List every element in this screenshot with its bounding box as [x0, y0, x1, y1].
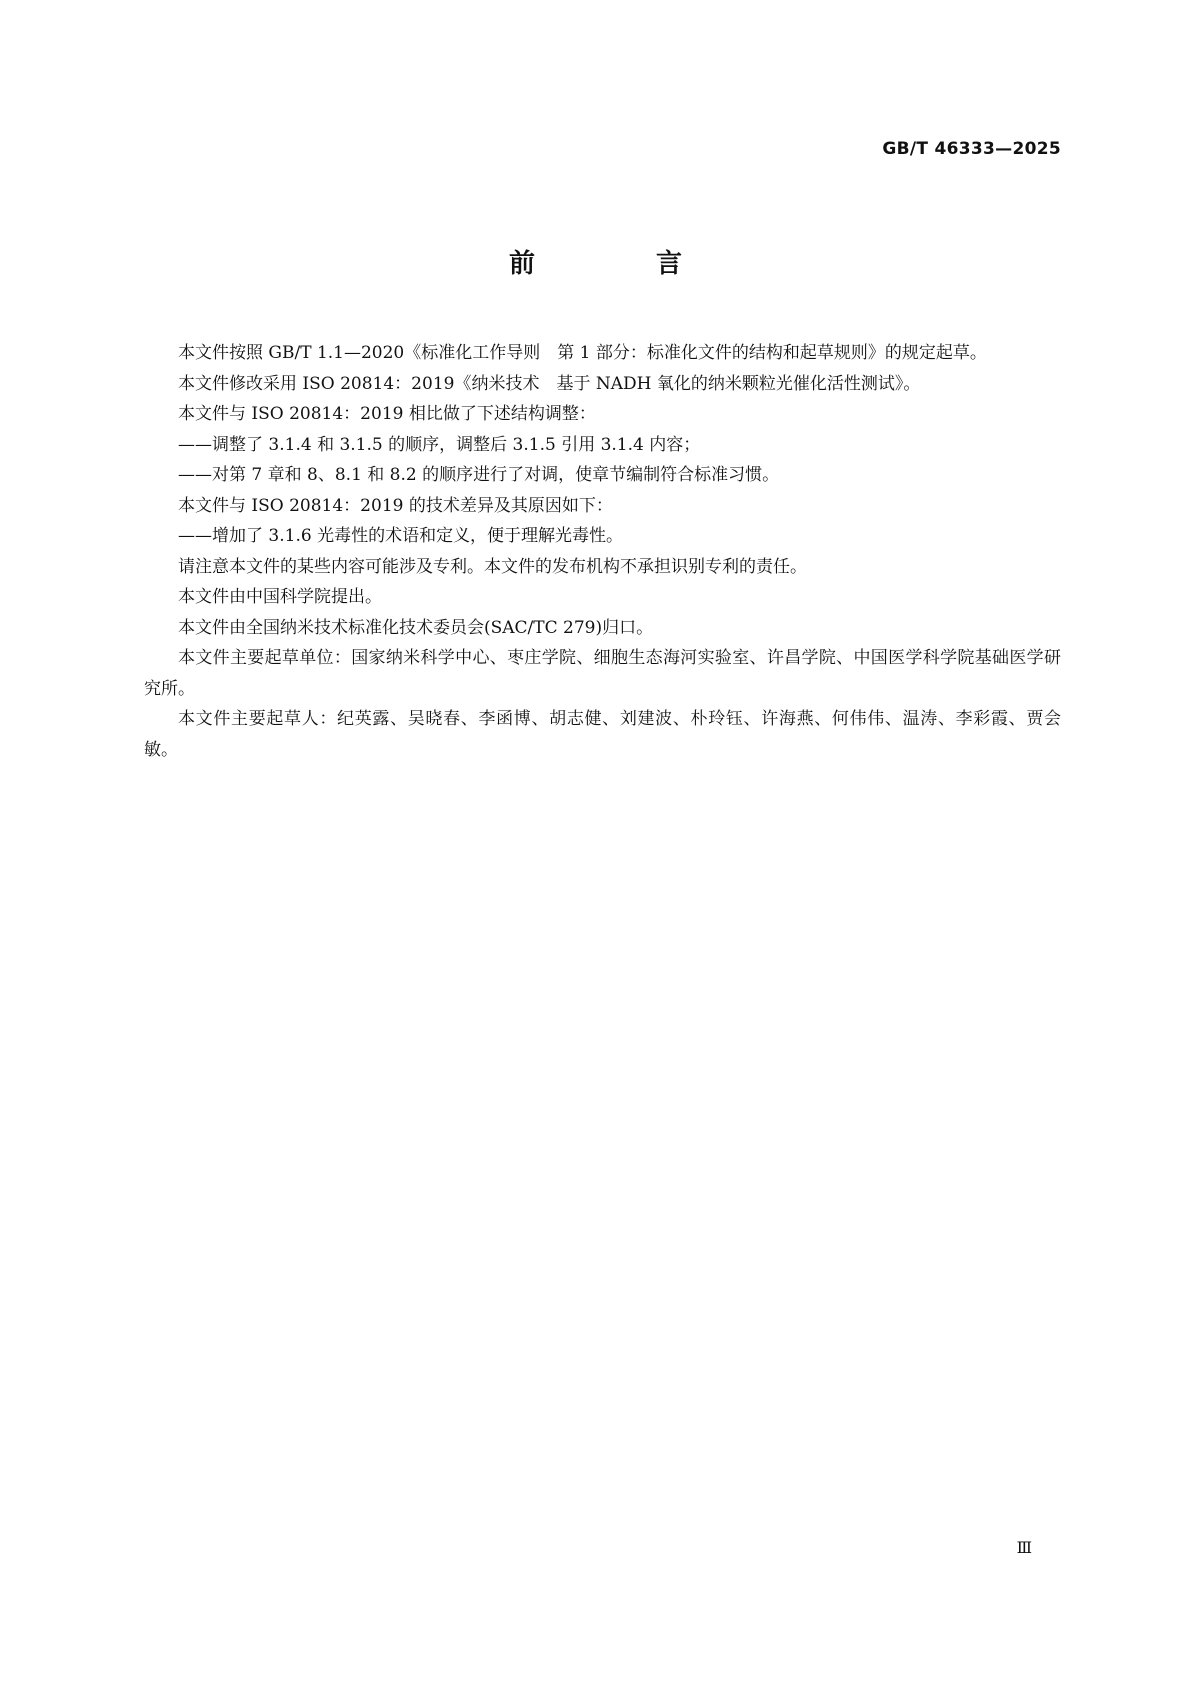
paragraph-proposer: 本文件由中国科学院提出。: [178, 587, 382, 607]
page-title: 前 言: [508, 249, 739, 279]
paragraph-drafting-rules: 本文件按照 GB/T 1.1—2020《标准化工作导则 第 1 部分：标准化文件的结构和起草规则》的规定起草。: [178, 343, 987, 363]
paragraph-patent-notice: 请注意本文件的某些内容可能涉及专利。本文件的发布机构不承担识别专利的责任。: [178, 556, 807, 577]
paragraph-committee: 本文件由全国纳米技术标准化技术委员会(SAC/TC 279)归口。: [178, 617, 654, 638]
paragraph-technical-differences: 本文件与 ISO 20814：2019 的技术差异及其原因如下：: [178, 495, 613, 516]
list-item: ——增加了 3.1.6 光毒性的术语和定义，便于理解光毒性。: [178, 526, 624, 546]
list-item: ——对第 7 章和 8、8.1 和 8.2 的顺序进行了对调，使章节编制符合标准习惯。: [178, 465, 780, 485]
paragraph-structural-changes: 本文件与 ISO 20814：2019 相比做了下述结构调整：: [178, 404, 596, 424]
standard-code: GB/T 46333—2025: [882, 139, 1061, 159]
paragraph-drafting-units: 本文件主要起草单位：国家纳米科学中心、枣庄学院、细胞生态海河实验室、许昌学院、中国医学科学院基础医学研究所。: [144, 648, 1061, 699]
foreword-body: [144, 338, 1061, 765]
paragraph-drafters: 本文件主要起草人：纪英露、吴晓春、李函博、胡志健、刘建波、朴玲钰、许海燕、何伟伟、温涛、李彩霞、贾会敏。: [144, 709, 1061, 760]
page-number: Ⅲ: [1016, 1538, 1032, 1557]
list-item: ——调整了 3.1.4 和 3.1.5 的顺序，调整后 3.1.5 引用 3.1.4 内容；: [178, 434, 701, 455]
paragraph-adoption: 本文件修改采用 ISO 20814：2019《纳米技术 基于 NADH 氧化的纳米颗粒光催化活性测试》。: [178, 373, 921, 394]
